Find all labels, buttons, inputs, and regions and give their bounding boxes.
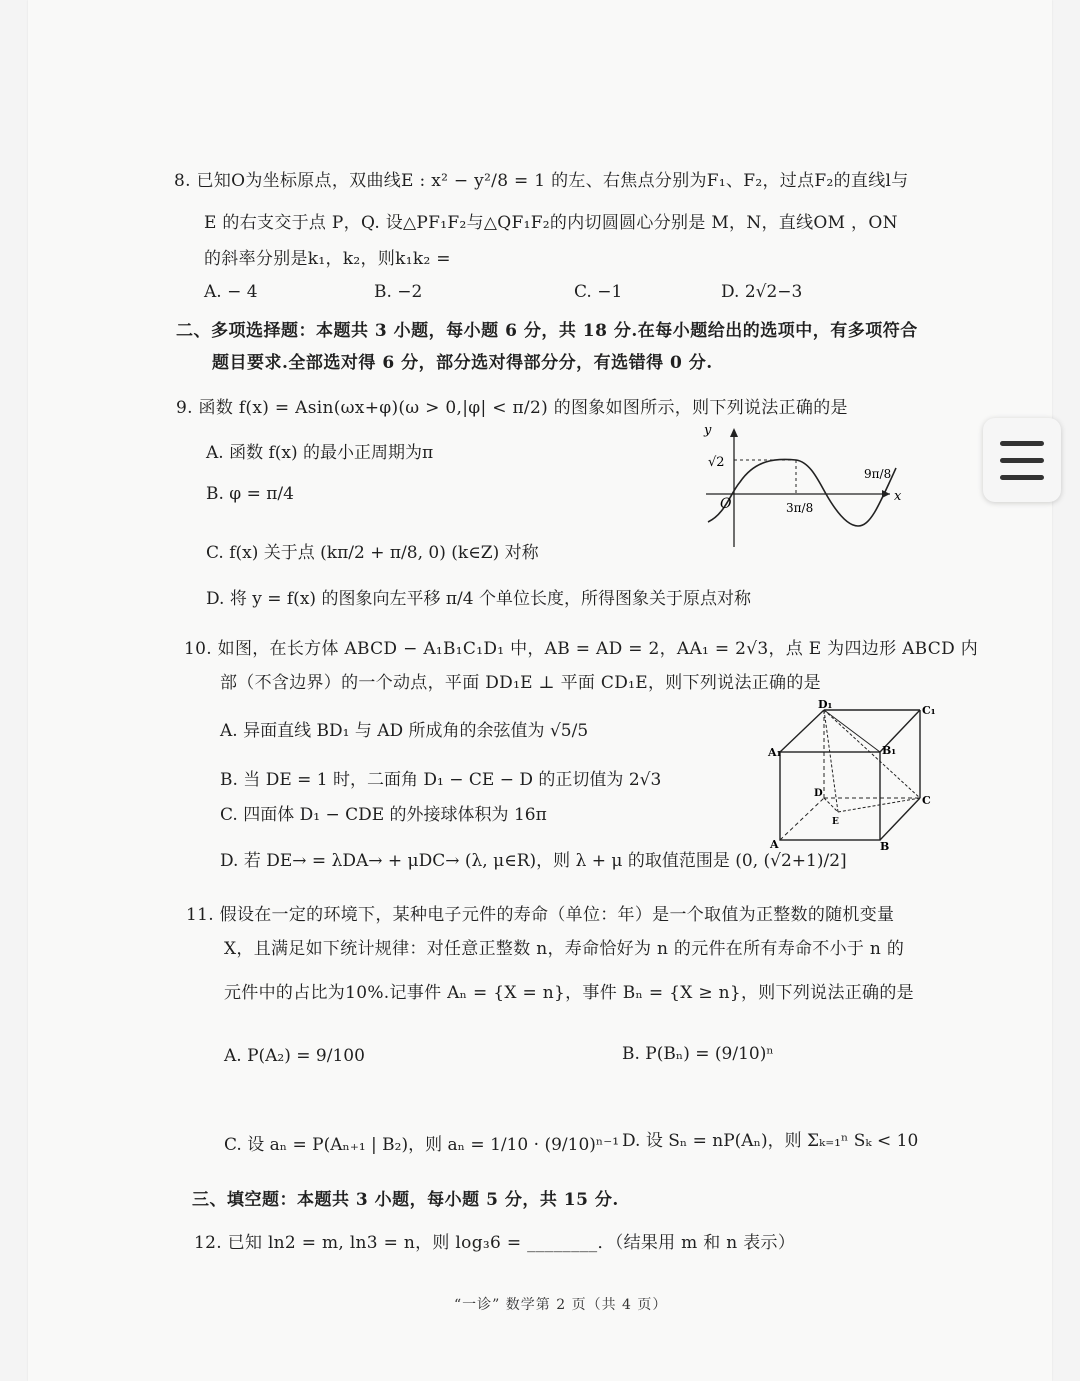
scanned-page xyxy=(28,0,1052,1381)
q9-option-d: D. 将 y = f(x) 的图象向左平移 π/4 个单位长度，所得图象关于原点对称 xyxy=(206,589,751,609)
x-axis-label: x xyxy=(894,489,902,504)
q9-stem: 9. 函数 f(x) = Asin(ωx+φ)(ω > 0,|φ| < π/2) 的图象如图所示，则下列说法正确的是 xyxy=(176,398,848,418)
q11-option-c: C. 设 aₙ = P(Aₙ₊₁ | B₂)，则 aₙ = 1/10 · (9/10)ⁿ⁻¹ xyxy=(224,1135,620,1155)
section-3-heading: 三、填空题：本题共 3 小题，每小题 5 分，共 15 分. xyxy=(192,1190,619,1210)
q9-option-c: C. f(x) 关于点 (kπ/2 + π/8, 0) (k∈Z) 对称 xyxy=(206,543,539,563)
q8-line-1: 8. 已知O为坐标原点，双曲线E : x² − y²/8 = 1 的左、右焦点分别为F₁、F₂，过点F₂的直线l与 xyxy=(174,171,909,191)
hamburger-menu-icon-bar-2 xyxy=(1000,458,1044,463)
line-d1-b1 xyxy=(824,710,880,752)
q8-option-a: A. − 4 xyxy=(204,282,258,302)
x-tick-3pi-8: 3π/8 xyxy=(786,501,814,515)
q10-line-1: 10. 如图，在长方体 ABCD − A₁B₁C₁D₁ 中，AB = AD = 2，AA₁ = 2√3，点 E 为四边形 ABCD 内 xyxy=(184,639,979,659)
label-c: C xyxy=(922,794,931,807)
q10-option-c: C. 四面体 D₁ − CDE 的外接球体积为 16π xyxy=(220,805,547,825)
label-b: B xyxy=(880,840,890,853)
line-d1-e xyxy=(824,710,838,812)
x-tick-9pi-8: 9π/8 xyxy=(864,467,892,481)
page-footer: “一诊” 数学第 2 页（共 4 页） xyxy=(454,1297,668,1313)
origin-label: O xyxy=(720,496,732,512)
q10-option-a: A. 异面直线 BD₁ 与 AD 所成角的余弦值为 √5/5 xyxy=(220,721,589,741)
q11-option-b: B. P(Bₙ) = (9/10)ⁿ xyxy=(622,1044,774,1064)
menu-button[interactable] xyxy=(983,418,1061,502)
label-c1: C₁ xyxy=(922,704,936,717)
sine-graph-figure xyxy=(700,422,900,552)
q12-line: 12. 已知 ln2 = m, ln3 = n，则 log₃6 = ________．（结果用 m 和 n 表示） xyxy=(194,1233,796,1253)
q11-option-d: D. 设 Sₙ = nP(Aₙ)，则 Σₖ₌₁ⁿ Sₖ < 10 xyxy=(622,1131,919,1151)
q11-line-1: 11. 假设在一定的环境下，某种电子元件的寿命（单位：年）是一个取值为正整数的随机变量 xyxy=(186,905,895,925)
edge-a1-d1 xyxy=(780,710,824,752)
q9-option-b: B. φ = π/4 xyxy=(206,484,294,504)
label-d1: D₁ xyxy=(818,698,833,711)
amplitude-label: √2 xyxy=(708,455,725,470)
line-d1-c xyxy=(824,710,920,798)
section-2-heading-line-2: 题目要求.全部选对得 6 分，部分选对得部分分，有选错得 0 分. xyxy=(212,353,713,373)
section-2-heading-line-1: 二、多项选择题：本题共 3 小题，每小题 6 分，共 18 分.在每小题给出的选项中，有多项符合 xyxy=(176,321,918,341)
q8-option-d: D. 2√2−3 xyxy=(721,282,803,302)
label-b1: B₁ xyxy=(882,744,897,757)
q8-option-b: B. −2 xyxy=(374,282,423,302)
label-d: D xyxy=(814,788,823,799)
edge-b-c xyxy=(880,798,920,840)
label-a: A xyxy=(770,838,779,851)
edge-a-d-hidden xyxy=(780,798,824,840)
q8-line-3: 的斜率分别是k₁，k₂，则k₁k₂ = xyxy=(204,249,451,269)
q11-line-2: X，且满足如下统计规律：对任意正整数 n，寿命恰好为 n 的元件在所有寿命不小于 n 的 xyxy=(224,939,905,959)
exam-content xyxy=(28,0,1052,1381)
q10-option-b: B. 当 DE = 1 时，二面角 D₁ − CE − D 的正切值为 2√3 xyxy=(220,770,662,790)
hamburger-menu-icon-bar-3 xyxy=(1000,475,1044,480)
y-axis-label: y xyxy=(704,423,712,438)
q8-option-c: C. −1 xyxy=(574,282,623,302)
q9-option-a: A. 函数 f(x) 的最小正周期为π xyxy=(206,443,434,463)
q10-option-d: D. 若 DE→ = λDA→ + μDC→ (λ, μ∈R)，则 λ + μ 的取值范围是 (0, (√2+1)/2] xyxy=(220,851,847,871)
q8-line-2: E 的右支交于点 P，Q. 设△PF₁F₂与△QF₁F₂的内切圆圆心分别是 M，N，直线OM ，ON xyxy=(204,213,898,233)
y-axis-arrow-icon xyxy=(730,428,738,437)
cuboid-front-face xyxy=(780,752,880,840)
q11-line-3: 元件中的占比为10%.记事件 Aₙ = {X = n}，事件 Bₙ = {X ≥ n}，则下列说法正确的是 xyxy=(224,983,914,1003)
cuboid-figure xyxy=(768,700,934,852)
hamburger-menu-icon xyxy=(1000,441,1044,446)
q11-option-a: A. P(A₂) = 9/100 xyxy=(224,1046,365,1066)
label-e: E xyxy=(832,817,839,827)
q10-line-2: 部（不含边界）的一个动点，平面 DD₁E ⊥ 平面 CD₁E，则下列说法正确的是 xyxy=(220,673,821,693)
label-a1: A₁ xyxy=(768,746,782,759)
